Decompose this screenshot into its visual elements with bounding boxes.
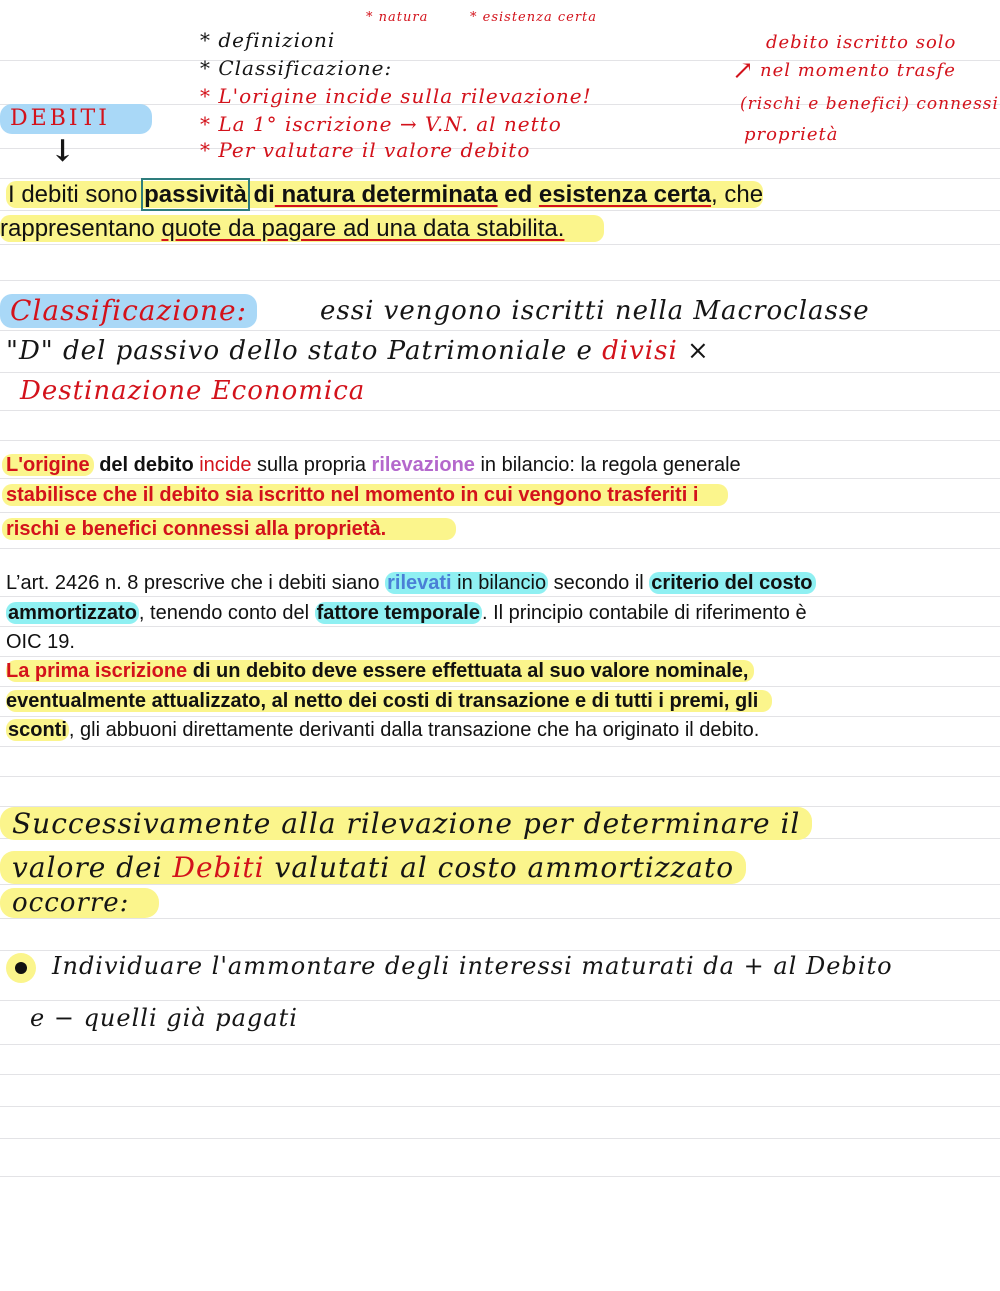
article-text-2d: . Il principio contabile di riferimento è <box>481 602 807 624</box>
term-natura-determinata: natura determinata <box>274 181 498 208</box>
origin-line-2 <box>2 482 992 508</box>
origin-term-rilevazione: rilevazione <box>371 454 475 476</box>
definition-highlight <box>6 181 763 208</box>
definition-text-c: di <box>246 181 275 208</box>
article-term-criterio: criterio del costo <box>649 572 816 594</box>
term-passivita: passività <box>144 181 247 208</box>
classification-line-3: Destinazione Economica <box>20 376 366 406</box>
article-line-6 <box>6 717 996 743</box>
article-line-4 <box>6 658 996 684</box>
subsequent-text-2c: valutati al costo ammortizzato <box>264 851 735 884</box>
classification-text-divisi: divisi <box>602 336 678 366</box>
outline-item-definizioni: * definizioni <box>200 28 336 52</box>
arrow-down-icon: ↓ <box>50 134 77 169</box>
subsequent-line-1 <box>0 806 812 842</box>
side-note-line-3: (rischi e benefici) connessi <box>740 94 999 114</box>
article-text-bilancio: in bilancio <box>451 572 547 594</box>
article-term-sconti: sconti <box>8 719 67 741</box>
classification-line-2 <box>6 336 710 366</box>
article-text-4b: di un debito deve essere effettuata al suo valore nominale, <box>187 660 749 682</box>
side-note-line-2: nel momento trasfe <box>760 60 956 81</box>
bullet-item-1-line-2: e − quelli già pagati <box>30 1004 298 1032</box>
subsequent-text-3: occorre: <box>0 888 159 918</box>
bullet-dot-icon <box>6 953 36 983</box>
origin-text-f: in bilancio: la regola generale <box>474 454 741 476</box>
article-text-1a: L’art. 2426 n. 8 prescrive che i debiti siano <box>6 572 386 594</box>
origin-text-l3: rischi e benefici connessi alla proprietà. <box>2 518 456 540</box>
article-highlight-rilevati <box>385 572 548 594</box>
definition-text-e: ed <box>497 181 539 208</box>
outline-item-classificazione: * Classificazione: <box>200 56 393 80</box>
classification-title: Classificazione: <box>0 294 257 328</box>
article-text-2b: , tenendo conto del <box>138 602 315 624</box>
subsequent-text-2a: valore dei <box>12 851 173 884</box>
origin-term-origine: L'origine <box>2 454 94 476</box>
article-term-ammortizzato: ammortizzato <box>8 602 137 624</box>
outline-item-origine: * L'origine incide sulla rilevazione! <box>200 84 592 108</box>
subsequent-line-3 <box>0 886 159 920</box>
origin-text-l2: stabilisce che il debito sia iscritto nel momento in cui vengono trasferiti i <box>2 484 728 506</box>
term-esistenza-certa: esistenza certa <box>538 181 712 208</box>
article-line-1 <box>6 570 996 596</box>
article-line-2 <box>6 600 996 626</box>
definition-highlight-2 <box>0 215 604 242</box>
definition-line-2 <box>0 214 990 244</box>
origin-term-incide: incide <box>193 454 252 476</box>
outline-item-iscrizione: * La 1° iscrizione → V.N. al netto <box>200 112 562 136</box>
definition-text-2a: rappresentano <box>0 215 162 242</box>
page-title: DEBITI <box>0 104 152 134</box>
outline-item-valutare: * Per valutare il valore debito <box>200 138 531 162</box>
classification-text-2c: × <box>677 336 710 366</box>
top-note-natura: * natura <box>366 10 429 25</box>
article-text-1d: secondo il <box>548 572 650 594</box>
subsequent-text-1: Successivamente alla rilevazione per determinare il <box>0 807 812 840</box>
subsequent-term-debiti: Debiti <box>172 851 265 884</box>
article-line-5 <box>6 688 996 714</box>
article-text-6b: , gli abbuoni direttamente derivanti dalla transazione che ha originato il debito. <box>68 719 760 741</box>
top-note-esistenza: * esistenza certa <box>470 10 598 25</box>
subsequent-line-2 <box>0 850 746 886</box>
subsequent-highlight-2 <box>0 851 746 884</box>
origin-line-1 <box>2 452 992 478</box>
origin-text-debito: del debito <box>93 454 194 476</box>
article-line-3: OIC 19. <box>6 631 75 653</box>
article-term-prima-iscrizione: La prima iscrizione <box>6 660 188 682</box>
origin-text-d: sulla propria <box>251 454 372 476</box>
article-term-rilevati: rilevati <box>387 572 452 594</box>
article-term-fattore-temporale: fattore temporale <box>316 602 480 624</box>
article-text-5: eventualmente attualizzato, al netto dei costi di transazione e di tutti i premi, gli <box>6 690 772 712</box>
definition-text-g: , che <box>711 181 764 208</box>
bullet-item-1-line-1: Individuare l'ammontare degli interessi maturati da + al Debito <box>52 952 893 980</box>
classification-line-1: essi vengono iscritti nella Macroclasse <box>320 296 870 326</box>
side-note-line-1: debito iscritto solo <box>766 32 957 53</box>
side-arrow-icon: ↗ <box>732 56 755 86</box>
side-note-line-4: proprietà <box>744 124 839 145</box>
definition-text-a: I debiti sono <box>8 181 145 208</box>
origin-line-3 <box>2 516 992 542</box>
term-quote-da-pagare: quote da pagare ad una data stabilita. <box>161 215 565 242</box>
definition-line-1 <box>6 180 996 210</box>
classification-text-2a: "D" del passivo dello stato Patrimoniale e <box>6 336 603 366</box>
article-highlight-4 <box>6 660 754 682</box>
